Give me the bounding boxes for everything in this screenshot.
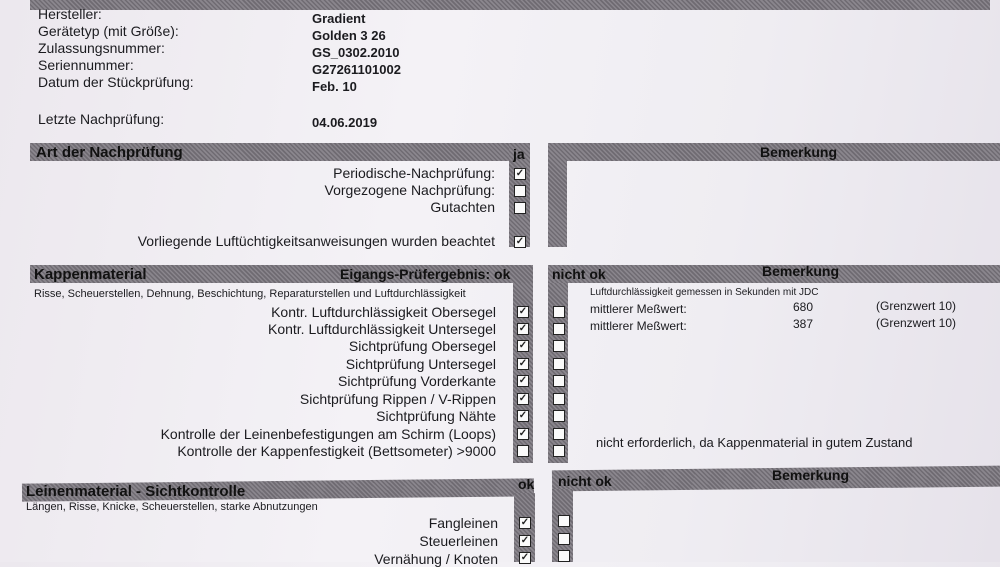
- art-section-title: Art der Nachprüfung: [36, 144, 183, 161]
- leinen-item-brake-lines: Steuerleinen: [419, 533, 498, 549]
- value-piece-test-date: Feb. 10: [312, 79, 357, 94]
- leinen-ok-checkbox-stitching[interactable]: ✓: [520, 552, 530, 563]
- kappe-item-air-upper: Kontr. Luftdurchlässigkeit Obersegel: [271, 304, 496, 320]
- kappe-item-air-lower: Kontr. Luftdurchlässigkeit Untersegel: [267, 321, 496, 337]
- kappe-ok-checkbox-ribs[interactable]: ✓: [518, 393, 528, 404]
- kappe-item-loops: Kontrolle der Leinenbefestigungen am Schirm (Loops): [160, 426, 496, 442]
- kappe-measure2-value: 387: [793, 317, 814, 331]
- kappe-ok-checkbox-loops[interactable]: ✓: [518, 428, 528, 439]
- kappe-ok-checkbox-visual-lower[interactable]: ✓: [518, 358, 528, 369]
- art-remark-side-bar: [548, 161, 567, 247]
- art-remark-header: Bemerkung: [760, 144, 838, 160]
- kappe-item-ribs: Sichtprüfung Rippen / V-Rippen: [299, 391, 496, 407]
- kappe-remark-header: Bemerkung: [762, 263, 840, 279]
- art-item-early: Vorgezogene Nachprüfung:: [324, 182, 495, 198]
- kappe-notok-checkbox-seams[interactable]: [553, 410, 565, 422]
- kappe-ok-checkbox-strength[interactable]: [517, 445, 529, 457]
- kappe-measure1-value: 680: [793, 300, 814, 314]
- kappe-notok-checkbox-visual-lower[interactable]: [553, 358, 565, 370]
- leinen-notok-header: nicht ok: [558, 473, 612, 489]
- leinen-notok-checkbox-stitching[interactable]: [558, 550, 570, 562]
- kappe-measure2-limit: (Grenzwert 10): [876, 316, 957, 330]
- art-checkbox-airworthiness[interactable]: ✓: [515, 236, 525, 247]
- kappe-ok-checkbox-leading-edge[interactable]: ✓: [518, 375, 528, 386]
- kappe-measure1-limit: (Grenzwert 10): [876, 299, 957, 313]
- kappe-remark-intro: Luftdurchlässigkeit gemessen in Sekunden mit JDC: [590, 287, 819, 298]
- kappe-notok-checkbox-visual-upper[interactable]: [553, 340, 565, 352]
- kappe-item-visual-upper: Sichtprüfung Obersegel: [348, 338, 496, 354]
- kappe-result-header: Eigangs-Prüfergebnis: ok: [340, 266, 511, 282]
- leinen-remark-header: Bemerkung: [772, 467, 850, 483]
- label-serial-number: Seriennummer:: [38, 57, 134, 73]
- leinen-item-stitching: Vernähung / Knoten: [374, 551, 498, 567]
- kappe-item-strength: Kontrolle der Kappenfestigkeit (Bettsometer) >9000: [177, 443, 496, 459]
- kappe-measure2-label: mittlerer Meßwert:: [590, 319, 687, 333]
- leinen-subtitle: Längen, Risse, Knicke, Scheuerstellen, starke Abnutzungen: [26, 501, 318, 513]
- kappe-item-visual-lower: Sichtprüfung Untersegel: [345, 356, 496, 372]
- kappe-notok-header: nicht ok: [552, 266, 606, 282]
- art-ja-header: ja: [513, 146, 525, 162]
- leinen-section-title: Leinenmaterial - Sichtkontrolle: [26, 483, 246, 500]
- value-device-type: Golden 3 26: [312, 28, 386, 43]
- kappe-ok-checkbox-seams[interactable]: ✓: [518, 410, 528, 421]
- kappe-subtitle: Risse, Scheuerstellen, Dehnung, Beschichtung, Reparaturstellen und Luftdurchlässigkeit: [34, 288, 466, 300]
- value-serial-number: G27261101002: [312, 62, 401, 77]
- leinen-item-main-lines: Fangleinen: [428, 515, 498, 531]
- leinen-ok-checkbox-main-lines[interactable]: ✓: [520, 517, 530, 528]
- value-manufacturer: Gradient: [312, 11, 366, 26]
- art-checkbox-periodic[interactable]: ✓: [515, 168, 525, 179]
- art-item-airworthiness: Vorliegende Luftüchtigkeitsanweisungen wurden beachtet: [137, 233, 495, 249]
- kappe-section-title: Kappenmaterial: [34, 266, 147, 283]
- kappe-ok-checkbox-air-lower[interactable]: ✓: [518, 323, 528, 334]
- art-item-periodic: Periodische-Nachprüfung:: [333, 165, 495, 181]
- kappe-ok-checkbox-visual-upper[interactable]: ✓: [518, 340, 528, 351]
- kappe-ok-checkbox-air-upper[interactable]: ✓: [518, 306, 528, 317]
- leinen-items: [30, 0, 498, 567]
- label-last-check: Letzte Nachprüfung:: [38, 111, 165, 127]
- kappe-notok-checkbox-strength[interactable]: [553, 445, 565, 457]
- kappe-notok-checkbox-loops[interactable]: [553, 428, 565, 440]
- kappe-item-seams: Sichtprüfung Nähte: [376, 408, 496, 424]
- leinen-notok-checkbox-brake-lines[interactable]: [558, 533, 570, 545]
- label-device-type: Gerätetyp (mit Größe):: [38, 23, 179, 39]
- label-piece-test-date: Datum der Stückprüfung:: [38, 74, 194, 90]
- kappe-item-leading-edge: Sichtprüfung Vorderkante: [338, 373, 496, 389]
- leinen-notok-checkbox-main-lines[interactable]: [558, 515, 570, 527]
- kappe-not-required-note: nicht erforderlich, da Kappenmaterial in gutem Zustand: [596, 435, 913, 450]
- leinen-ok-checkbox-brake-lines[interactable]: ✓: [520, 535, 530, 546]
- art-checkbox-expert[interactable]: [514, 202, 526, 214]
- label-approval-number: Zulassungsnummer:: [38, 40, 165, 56]
- art-item-expert: Gutachten: [430, 199, 495, 215]
- kappe-notok-checkbox-air-lower[interactable]: [553, 323, 565, 335]
- kappe-notok-checkbox-leading-edge[interactable]: [553, 375, 565, 387]
- kappe-notok-checkbox-ribs[interactable]: [553, 393, 565, 405]
- leinen-ok-header: ok: [518, 476, 535, 492]
- value-last-check: 04.06.2019: [312, 115, 378, 130]
- kappe-measure1-label: mittlerer Meßwert:: [590, 302, 687, 316]
- art-checkbox-early[interactable]: [514, 185, 526, 197]
- label-manufacturer: Hersteller:: [38, 6, 102, 22]
- kappe-notok-checkbox-air-upper[interactable]: [553, 306, 565, 318]
- value-approval-number: GS_0302.2010: [312, 45, 400, 60]
